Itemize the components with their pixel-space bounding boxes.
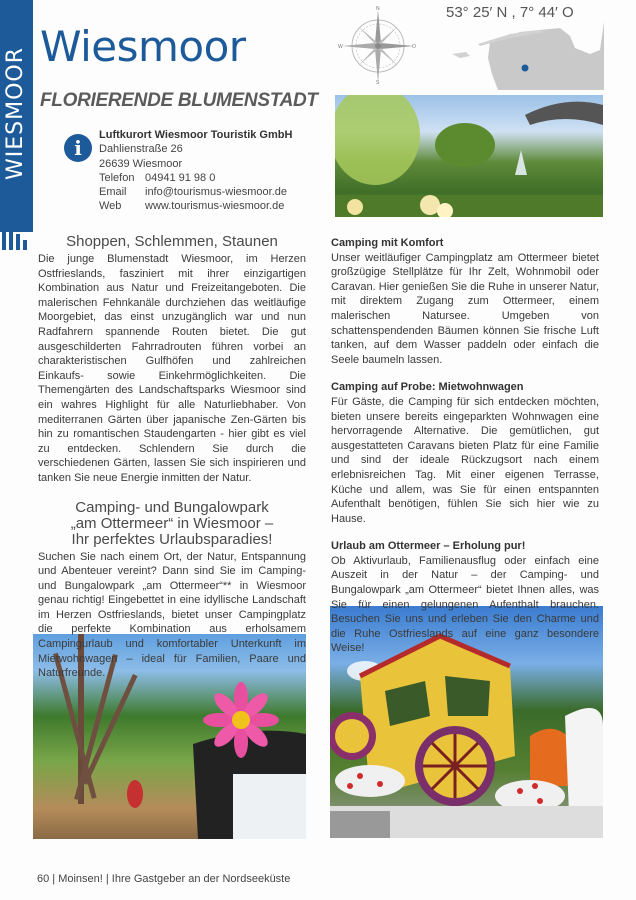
- section-body-shopping: Die junge Blumenstadt Wiesmoor, im Herzen Ostfrieslands, fasziniert mit ihrer einzigartigen Kombination aus Natur und Freizeitangeboten. Die malerischen Fehnkanäle durchziehen das weitläufige Moorgebiet, das einst unzugänglich war und nun Radfahrern spannende Routen bietet. Die gut ausgeschilderten Fahrradrouten führen vorbei an charakteristischen Gulfhöfen und zahlreichen Einkaufs- sowie Einkehrmöglichkeiten. Die Themengärten des Landschaftsparks Wiesmoor sind ein wahres Highlight für alle Naturliebhaber. Von mediterranen Gärten über japanische Zen-Gärten bis hin zu romantischen Staudengarten - hier gibt es viel zu entdecken. Schlendern Sie durch die verschiedenen Gärten, lassen Sie sich inspirieren und tanken Sie neue Energie inmitten der Natur.: [38, 253, 306, 484]
- heading-line: Ihr perfektes Urlaubsparadies!: [71, 530, 273, 548]
- section-heading-erholung: Urlaub am Ottermeer – Erholung pur!: [331, 540, 526, 553]
- heading-line: „am Ottermeer“ in Wiesmoor –: [70, 514, 274, 532]
- park-fountain-photo: [335, 95, 603, 217]
- compass-east: O: [412, 44, 416, 50]
- page-title: Wiesmoor: [40, 22, 246, 71]
- heading-line: Camping- und Bungalowpark: [75, 498, 269, 516]
- compass-south: S: [376, 80, 380, 84]
- page-footer: 60 | Moinsen! | Ihre Gastgeber an der Nordseeküste: [37, 873, 291, 885]
- region-map: [450, 14, 604, 90]
- coordinates-label: 53° 25′ N , 7° 44′ O: [446, 4, 574, 21]
- side-banner-stripes: [0, 222, 33, 250]
- compass-west: W: [338, 44, 343, 50]
- contact-label: Web: [99, 200, 122, 213]
- section-heading-komfort: Camping mit Komfort: [331, 237, 444, 249]
- contact-phone: 04941 91 98 0: [145, 171, 216, 184]
- company-street: Dahlienstraße 26: [99, 143, 183, 156]
- company-name: Luftkurort Wiesmoor Touristik GmbH: [99, 129, 293, 141]
- contact-row-phone: [99, 171, 359, 185]
- contact-web-link[interactable]: www.tourismus-wiesmoor.de: [145, 200, 285, 213]
- left-column: [38, 234, 306, 681]
- map-location-marker: [522, 65, 529, 72]
- compass-north: N: [376, 6, 380, 12]
- side-banner: [0, 0, 33, 232]
- section-heading-shopping: Shoppen, Schlemmen, Staunen: [66, 233, 278, 250]
- page-subtitle: FLORIERENDE BLUMENSTADT: [40, 90, 318, 111]
- section-body-camping-park: Suchen Sie nach einem Ort, der Natur, Entspannung und Abenteuer vereint? Dann sind Sie im Camping- und Bungalowpark „am Ottermeer“** in Wiesmoor genau richtig! Eingebettet in eine idyllische Landschaft im Herzen Ostfrieslands, bietet unser Campingplatz die perfekte Kombination aus erholsamem Campingurlaub und komfortabler Unterkunft im Mietwohnwagen – ideal für Familien, Paare und Naturfreunde.: [38, 550, 306, 680]
- right-column: [331, 236, 599, 656]
- company-city: 26639 Wiesmoor: [99, 157, 183, 170]
- section-body-komfort: Unser weitläufiger Campingplatz am Ottermeer bietet großzügige Stellplätze für Ihr Zelt, Wohnmobil oder Caravan. Hier genießen Sie die Ruhe in unserer Natur, mit direktem Zugang zum Ottermeer, einem malerischen Natursee. Umgeben von schattenspendenden Bäumen können Sie frische Luft tanken, auf dem Wasser paddeln oder einfach die Seele baumeln lassen.: [331, 251, 599, 366]
- section-body-erholung: Ob Aktivurlaub, Familienausflug oder einfach eine Auszeit in der Natur – der Camping- und Bungalowpark „am Ottermeer“ bietet Ihnen alles, was Sie für einen gelungenen Aufenthalt brauchen. Besuchen Sie uns und erleben Sie den Charme und die Ruhe Ostfrieslands auf eine ganz besondere Weise!: [331, 554, 599, 655]
- contact-label: Telefon: [99, 171, 135, 184]
- contact-email-link[interactable]: info@tourismus-wiesmoor.de: [145, 186, 287, 199]
- side-banner-label: WIESMOOR: [3, 46, 28, 180]
- section-heading-mietwohnwagen: Camping auf Probe: Mietwohnwagen: [331, 381, 524, 394]
- contact-label: Email: [99, 186, 127, 199]
- section-body-mietwohnwagen: Für Gäste, die Camping für sich entdecken möchten, bieten unsere bereits eingeparkten Wohnwagen eine hervorragende Alternative. Die gemütlichen, gut ausgestatteten Caravans bieten Platz für eine Familie und sind der ideale Rückzugsort nach einem erlebnisreichen Tag. Mit einer eigenen Terrasse, Küche und allem, was Sie für einen entspannten Aufenthalt benötigen, fühlen Sie sich hier wie zu Hause.: [331, 395, 599, 525]
- contact-row-web: [99, 199, 359, 213]
- info-icon: i: [64, 134, 92, 162]
- compass-rose-icon: [338, 4, 418, 84]
- section-heading-camping-park: [38, 500, 306, 548]
- contact-row-email: [99, 185, 359, 199]
